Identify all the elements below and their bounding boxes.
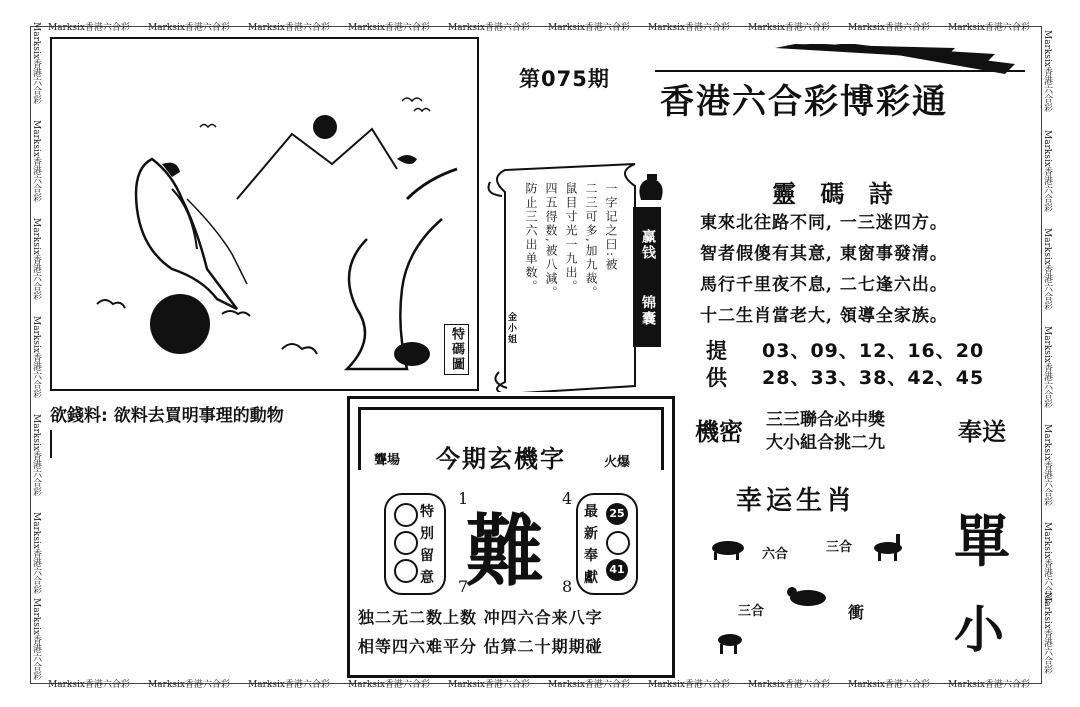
watermark-text: Marksix香港六合彩 [448,23,530,33]
badge-bottom-text: 锦囊 [640,295,656,327]
watermark-text: Marksix香港六合彩 [1042,522,1052,604]
watermark-text: Marksix香港六合彩 [31,512,41,594]
gong-label: 供 [706,366,727,390]
secret-line-1: 三三聯合必中獎 [766,410,885,430]
ox-icon [712,541,744,560]
left-box-char: 意 [420,570,434,586]
watermark-text: Marksix香港六合彩 [248,680,330,690]
watermark-text: Marksix香港六合彩 [31,414,41,496]
watermark-text: Marksix香港六合彩 [348,680,430,690]
watermark-text: Marksix香港六合彩 [1042,228,1052,310]
watermark-text: Marksix香港六合彩 [148,23,230,33]
lucky-title: 幸运生肖 [736,486,857,516]
lucky-tag: 三合 [738,604,765,619]
mystery-verse-1: 独二无二数上数 冲四六合来八字 [358,608,603,627]
scroll-col-3: 鼠目寸光一九出。 [564,182,578,294]
right-box-char: 獻 [584,570,598,586]
watermark-text: Marksix香港六合彩 [31,598,41,680]
mystery-right-tag: 火爆 [604,455,631,470]
corner-number: 7 [458,577,469,596]
scroll-col-5: 防止三六出单数。 [524,182,538,294]
watermark-text: Marksix香港六合彩 [31,218,41,300]
cursor-bar [50,430,52,458]
watermark-text: Marksix香港六合彩 [948,680,1030,690]
right-box-char: 新 [584,526,598,542]
poem-line: 馬行千里夜不息, 二七逢六出。 [700,275,948,295]
ti-values: 03、09、12、16、20 [762,340,985,362]
empty-circle [394,503,418,527]
watermark-text: Marksix香港六合彩 [31,316,41,398]
left-box-char: 別 [420,526,434,542]
riddle-text: 欲料去買明事理的動物 [113,406,284,426]
watermark-text: Marksix香港六合彩 [1042,130,1052,212]
number-circle: 41 [606,559,628,581]
riddle-label: 欲錢料: [50,406,108,426]
badge-top-text: 赢钱 [640,229,656,261]
mystery-box [347,396,675,678]
watermark-text: Marksix香港六合彩 [648,23,730,33]
riddle-line [50,401,284,426]
dan-char: 單 [954,510,1010,575]
watermark-text: Marksix香港六合彩 [1042,424,1052,506]
scroll-col-2: 二三可多,加九裁。 [584,182,598,300]
left-box-char: 特 [420,504,434,520]
watermark-text: Marksix香港六合彩 [748,23,830,33]
scroll-col-1: 一字记之曰:被 [604,182,618,273]
issue-number: 第075期 [519,67,610,91]
xiao-char: 小 [954,601,1004,659]
mystery-big-char: 難 [466,507,545,597]
watermark-text: Marksix香港六合彩 [31,22,41,104]
secret-right: 奉送 [958,417,1006,446]
poem-title: 靈 碼 詩 [772,179,901,208]
picture-panel [50,37,479,391]
watermark-text: Marksix香港六合彩 [1042,30,1052,112]
watermark-text: Marksix香港六合彩 [348,23,430,33]
tiger-icon [787,587,826,606]
watermark-text: Marksix香港六合彩 [31,120,41,202]
corner-number: 1 [458,489,469,508]
scroll-col-4: 四五得数,被八減。 [544,182,558,300]
watermark-text: Marksix香港六合彩 [448,680,530,690]
money-bag-icon [633,172,673,202]
horse-icon [874,534,902,561]
watermark-text: Marksix香港六合彩 [48,680,130,690]
watermark-text: Marksix香港六合彩 [1042,326,1052,408]
left-box-char: 留 [420,548,434,564]
picture-tag: 特碼圖 [444,324,469,375]
ti-label: 提 [706,339,727,363]
watermark-text: Marksix香港六合彩 [248,23,330,33]
poem-line: 東來北往路不同, 一三迷四方。 [700,213,948,233]
gong-values: 28、33、38、42、45 [762,367,985,389]
poem-line: 智者假傻有其意, 東窗事發清。 [700,244,948,264]
right-box-char: 最 [584,504,598,520]
goat-icon [718,634,742,654]
watermark-text: Marksix香港六合彩 [848,680,930,690]
eagle-illustration [52,39,477,389]
number-circle: 25 [606,503,628,525]
watermark-text: Marksix香港六合彩 [548,23,630,33]
empty-circle [394,531,418,555]
lucky-tag: 三合 [826,540,853,555]
watermark-text: Marksix香港六合彩 [748,680,830,690]
mystery-verse-2: 相等四六难平分 估算二十期期碰 [358,637,603,656]
secret-line-2: 大小組合挑二九 [766,433,885,453]
empty-circle [394,559,418,583]
secret-left: 機密 [695,417,743,446]
watermark-text: Marksix香港六合彩 [648,680,730,690]
watermark-text: Marksix香港六合彩 [1042,592,1052,674]
watermark-text: Marksix香港六合彩 [948,23,1030,33]
lucky-tag: 衝 [848,603,865,622]
scroll-panel [485,162,685,392]
empty-circle [606,531,630,555]
poem-line: 十二生肖當老大, 領導全家族。 [700,306,948,326]
money-bag-badge [633,207,661,347]
lucky-tag: 六合 [762,547,789,562]
page-title: 香港六合彩博彩通 [660,82,948,122]
corner-number: 8 [562,577,573,596]
watermark-text: Marksix香港六合彩 [848,23,930,33]
right-box-char: 奉 [584,548,598,564]
watermark-text: Marksix香港六合彩 [148,680,230,690]
mystery-title: 今期玄機字 [436,444,566,473]
scroll-signature: 金小姐 [506,312,516,345]
watermark-text: Marksix香港六合彩 [548,680,630,690]
watermark-text: Marksix香港六合彩 [48,23,130,33]
mystery-left-tag: 聾場 [374,453,401,468]
corner-number: 4 [562,489,573,508]
